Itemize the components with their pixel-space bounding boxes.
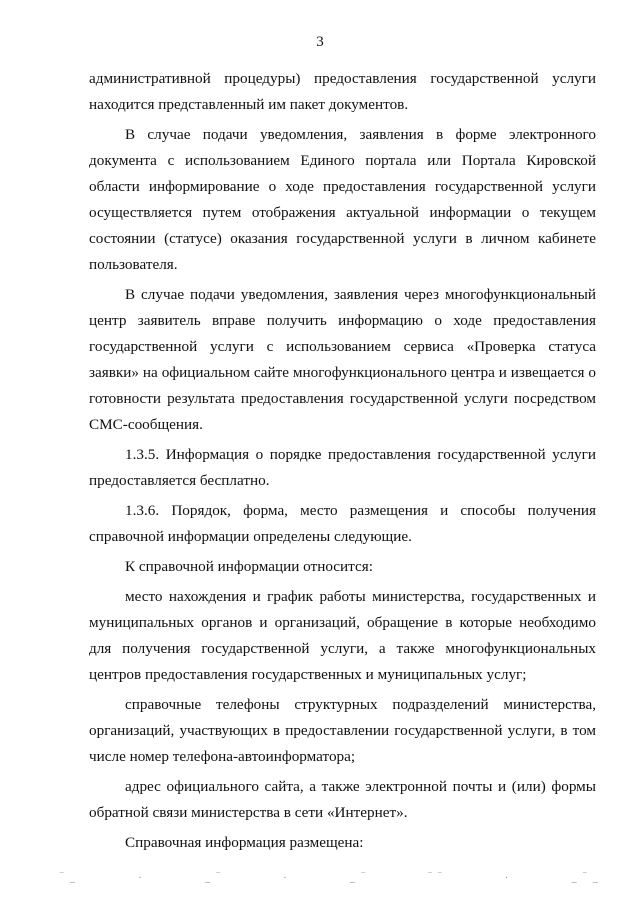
page-number: 3 — [316, 34, 324, 50]
scan-edge-marks: ‾ _ · _ ‾ · _ ‾ ‾ ‾ · _ ‾ _ — [60, 872, 600, 884]
paragraph-reference-info-placed: Справочная информация размещена: — [125, 834, 364, 851]
document-body — [89, 66, 596, 860]
paragraph-continuation: административной процедуры) предоставления государственной услуги находится представленный им пакет документов. — [89, 70, 596, 113]
paragraph-electronic-filing: В случае подачи уведомления, заявления в форме электронного документа с использованием Единого портала или Портала Кировской области информирование о ходе предоставления государственной услуги осуществляется путем отображения актуальной информации о текущем состоянии (статусе) оказания государственной услуги в личном кабинете пользователя. — [89, 126, 596, 273]
paragraph-1-3-5: 1.3.5. Информация о порядке предоставления государственной услуги предоставляется бесплатно. — [89, 446, 596, 489]
paragraph-mfc-filing: В случае подачи уведомления, заявления через многофункциональный центр заявитель вправе получить информацию о ходе предоставления государственной услуги с использованием сервиса «Проверка статуса заявки» на официальном сайте многофункционального центра и извещается о готовности результата предоставления государственной услуги посредством СМС-сообщения. — [89, 286, 596, 433]
list-item-website-email: адрес официального сайта, а также электронной почты и (или) формы обратной связи министерства в сети «Интернет». — [89, 778, 596, 821]
paragraph-1-3-6: 1.3.6. Порядок, форма, место размещения и способы получения справочной информации определены следующие. — [89, 502, 596, 545]
paragraph-reference-info-intro: К справочной информации относится: — [125, 558, 373, 575]
list-item-location-schedule: место нахождения и график работы министерства, государственных и муниципальных органов и организаций, обращение в которые необходимо для получения государственной услуги, а также многофункциональных центров предоставления государственных и муниципальных услуг; — [89, 588, 596, 683]
list-item-phones: справочные телефоны структурных подразделений министерства, организаций, участвующих в предоставлении государственной услуги, в том числе номер телефона-автоинформатора; — [89, 696, 596, 765]
